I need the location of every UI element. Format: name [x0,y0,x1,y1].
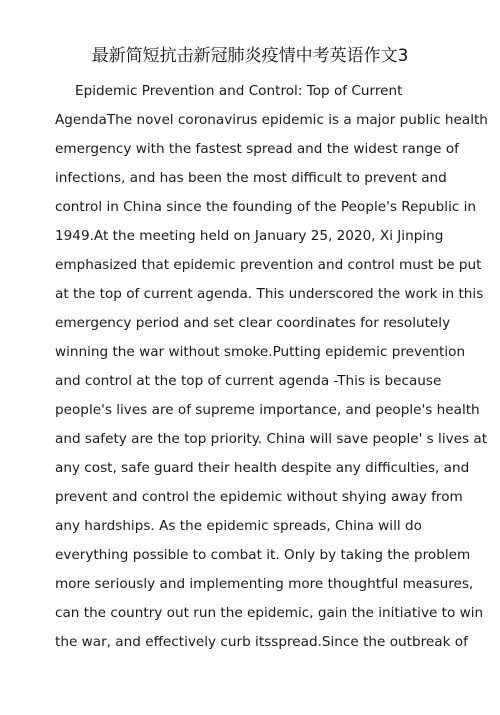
text-line: prevent and control the epidemic without shying away from [55,489,463,505]
text-line: at the top of current agenda. This underscored the work in this [55,286,484,302]
text-line: more seriously and implementing more thoughtful measures, [55,576,474,592]
document-body [55,77,488,657]
text-line: any cost, safe guard their health despite any difficulties, and [55,460,470,476]
text-line: any hardships. As the epidemic spreads, China will do [55,518,422,534]
text-line: emergency period and set clear coordinates for resolutely [55,315,451,331]
text-line: everything possible to combat it. Only by taking the problem [55,547,471,563]
document-title: 最新简短抗击新冠肺炎疫情中考英语作文3 [91,46,409,66]
text-line: control in China since the founding of the People's Republic in [55,199,477,215]
text-line: and control at the top of current agenda -This is because [55,373,442,389]
text-line: emergency with the fastest spread and the widest range of [55,141,459,157]
text-line: infections, and has been the most difficult to prevent and [55,170,447,186]
text-line: people's lives are of supreme importance, and people's health [55,402,480,418]
text-line: winning the war without smoke.Putting epidemic prevention [55,344,466,360]
text-line: 1949.At the meeting held on January 25, 2020, Xi Jinping [55,228,444,244]
text-line: AgendaThe novel coronavirus epidemic is a major public health [55,112,488,128]
text-line: Epidemic Prevention and Control: Top of Current [75,83,403,99]
text-line: and safety are the top priority. China will save people' s lives at [55,431,488,447]
text-line: can the country out run the epidemic, gain the initiative to win [55,605,484,621]
text-line: emphasized that epidemic prevention and control must be put [55,257,482,273]
text-line: the war, and effectively curb itsspread.Since the outbreak of [55,634,468,650]
